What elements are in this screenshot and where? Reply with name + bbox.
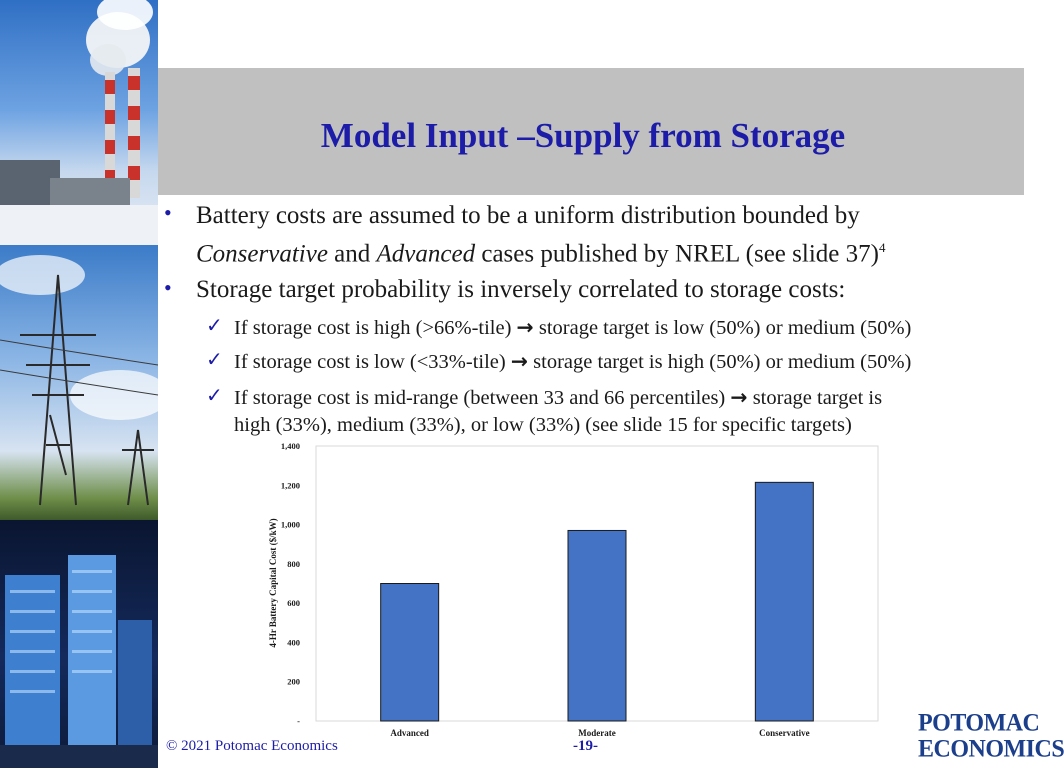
check-icon: ✓ xyxy=(206,383,223,407)
sub-bullet-result: storage target is high (50%) or medium (50%) xyxy=(528,351,912,373)
sub-bullet-condition: If storage cost is high (>66%-tile) xyxy=(234,317,517,339)
city-skyline-image xyxy=(0,520,158,768)
arrow-right-icon: → xyxy=(516,315,534,339)
bar-conservative xyxy=(755,482,813,721)
copyright-text: © 2021 Potomac Economics xyxy=(166,738,338,754)
y-tick-label: - xyxy=(297,716,300,726)
bullet-text: Storage target probability is inversely correlated to storage costs: xyxy=(196,276,846,303)
bar-moderate xyxy=(568,530,626,721)
bar-advanced xyxy=(381,584,439,722)
sub-bullet-continuation: high (33%), medium (33%), or low (33%) (see slide 15 for specific targets) xyxy=(234,414,852,436)
sub-bullet-condition: If storage cost is low (<33%-tile) xyxy=(234,351,511,373)
x-category-label: Moderate xyxy=(578,728,616,738)
y-axis-label: 4-Hr Battery Capital Cost ($/kW) xyxy=(268,518,278,648)
chart-canvas xyxy=(262,440,888,740)
bullet-item xyxy=(196,200,996,270)
bullet-text-mid: and xyxy=(327,240,377,268)
y-tick-label: 800 xyxy=(287,558,300,569)
footnote-marker: 4 xyxy=(878,240,886,255)
page-number: -19- xyxy=(573,738,598,754)
bullet-item xyxy=(196,274,996,306)
sub-bullet-condition: If storage cost is mid-range (between 33 and 66 percentiles) xyxy=(234,387,731,409)
check-icon: ✓ xyxy=(206,347,223,371)
sub-bullet-item xyxy=(234,314,1014,342)
decorative-photo-strip xyxy=(0,0,158,768)
x-category-label: Conservative xyxy=(759,728,810,738)
y-tick-label: 1,200 xyxy=(280,480,300,491)
bullet-text-em-conservative: Conservative xyxy=(196,240,328,268)
bullet-text-em-advanced: Advanced xyxy=(376,240,476,268)
y-tick-label: 1,000 xyxy=(280,519,300,530)
check-icon: ✓ xyxy=(206,313,223,337)
title-band xyxy=(158,68,1024,195)
y-tick-label: 1,400 xyxy=(280,441,300,451)
sub-bullet-result: storage target is xyxy=(747,387,883,409)
logo-line-1: POTOMAC xyxy=(918,709,1040,737)
arrow-right-icon: → xyxy=(730,385,748,409)
sub-bullet-result: storage target is low (50%) or medium (50%) xyxy=(533,317,912,339)
y-tick-label: 600 xyxy=(287,598,300,609)
bullet-text-tail: cases published by NREL (see slide 37) xyxy=(475,240,879,268)
arrow-right-icon: → xyxy=(510,349,529,373)
slide-title: Model Input –Supply from Storage xyxy=(320,115,846,155)
transmission-towers-image xyxy=(0,245,158,520)
x-category-label: Advanced xyxy=(390,728,429,738)
sub-bullet-item xyxy=(234,348,1014,376)
bullet-marker: • xyxy=(164,275,172,300)
sub-bullet-item xyxy=(234,384,1014,439)
logo-line-2: ECONOMICS xyxy=(918,735,1064,763)
y-tick-label: 200 xyxy=(287,676,300,687)
y-tick-label: 400 xyxy=(287,637,300,648)
battery-cost-bar-chart xyxy=(262,440,888,740)
power-plant-image xyxy=(0,0,158,245)
bullet-text-line1: Battery costs are assumed to be a uniform distribution bounded by xyxy=(196,202,860,229)
potomac-economics-logo xyxy=(918,709,1064,763)
bullet-marker: • xyxy=(164,200,172,225)
